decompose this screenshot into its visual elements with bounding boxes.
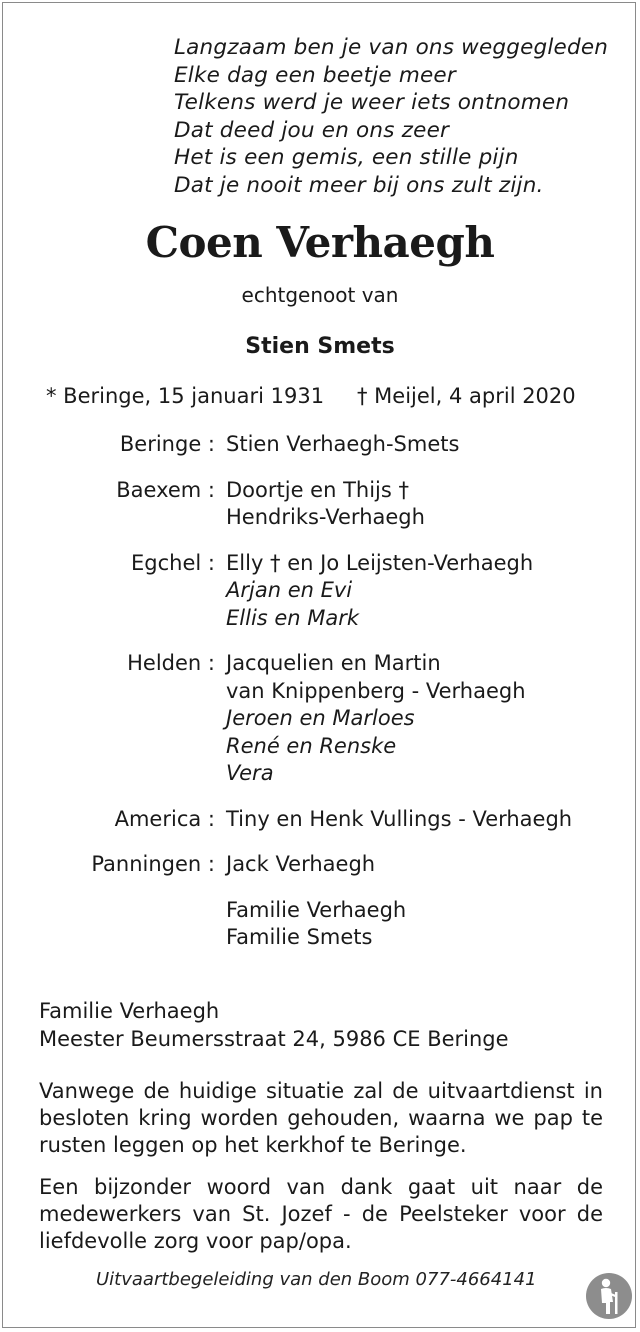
family-member-line: Doortje en Thijs †	[226, 477, 409, 502]
family-member-line: Elly † en Jo Leijsten-Verhaegh	[226, 550, 534, 575]
family-group	[0, 806, 640, 834]
death-date: † Meijel, 4 april 2020	[357, 384, 576, 408]
grandchild-line: Arjan en Evi	[226, 578, 353, 602]
poem-line: Telkens werd je weer iets ontnomen	[174, 90, 570, 115]
family-location: Beringe :	[119, 432, 215, 456]
family-names	[226, 477, 640, 532]
family-member-line: van Knippenberg - Verhaegh	[226, 678, 526, 703]
family-group	[0, 897, 640, 952]
relation-label: echtgenoot van	[241, 283, 399, 307]
poem	[174, 34, 608, 199]
family-member-line: Familie Smets	[226, 925, 373, 949]
spouse-name: Stien Smets	[245, 334, 395, 359]
thanks-paragraph: Een bijzonder woord van dank gaat uit naar de medewerkers van St. Jozef - de Peelsteker voor de liefdevolle zorg voor pap/opa.	[39, 1175, 603, 1253]
funeral-figure-logo-icon	[585, 1270, 633, 1322]
undertaker-footer: Uitvaartbegeleiding van den Boom 077-4664141	[96, 1269, 537, 1290]
poem-line: Elke dag een beetje meer	[174, 62, 456, 88]
family-location: Panningen :	[91, 852, 215, 876]
family-list	[0, 431, 640, 970]
birth-date: * Beringe, 15 januari 1931	[46, 384, 325, 408]
family-member-line: Stien Verhaegh-Smets	[226, 432, 460, 456]
family-group	[0, 851, 640, 879]
grandchild-line: Ellis en Mark	[226, 605, 360, 630]
family-location: America :	[114, 806, 215, 831]
family-names	[226, 851, 640, 879]
family-names	[226, 806, 640, 834]
family-member-line: Tiny en Henk Vullings - Verhaegh	[226, 806, 573, 831]
poem-line: Dat je nooit meer bij ons zult zijn.	[174, 172, 544, 198]
family-member-line: Jack Verhaegh	[226, 852, 376, 876]
poem-line: Langzaam ben je van ons weggegleden	[174, 35, 609, 60]
family-location: Baexem :	[116, 477, 215, 502]
family-location: Egchel :	[131, 550, 215, 575]
family-names	[226, 431, 640, 459]
family-group	[0, 431, 640, 459]
address-line: Meester Beumersstraat 24, 5986 CE Beringe	[39, 1027, 509, 1051]
address-line: Familie Verhaegh	[39, 999, 220, 1023]
family-group	[0, 550, 640, 633]
grandchild-line: Jeroen en Marloes	[226, 706, 415, 730]
family-member-line: Familie Verhaegh	[226, 897, 407, 922]
poem-line: Het is een gemis, een stille pijn	[174, 145, 519, 170]
grandchild-line: René en Renske	[226, 733, 397, 758]
grandchild-line: Vera	[226, 761, 274, 785]
family-address	[39, 997, 509, 1053]
family-names	[226, 650, 640, 788]
family-member-line: Hendriks-Verhaegh	[226, 505, 425, 529]
poem-line: Dat deed jou en ons zeer	[174, 117, 450, 143]
family-names	[226, 897, 640, 952]
family-location: Helden :	[127, 651, 215, 675]
family-group	[0, 650, 640, 788]
family-names	[226, 550, 640, 633]
family-group	[0, 477, 640, 532]
deceased-name: Coen Verhaegh	[145, 218, 495, 267]
funeral-paragraph: Vanwege de huidige situatie zal de uitvaartdienst in besloten kring worden gehouden, waarna we pap te rusten leggen op het kerkhof te Beringe.	[39, 1079, 603, 1157]
family-member-line: Jacquelien en Martin	[226, 651, 441, 675]
